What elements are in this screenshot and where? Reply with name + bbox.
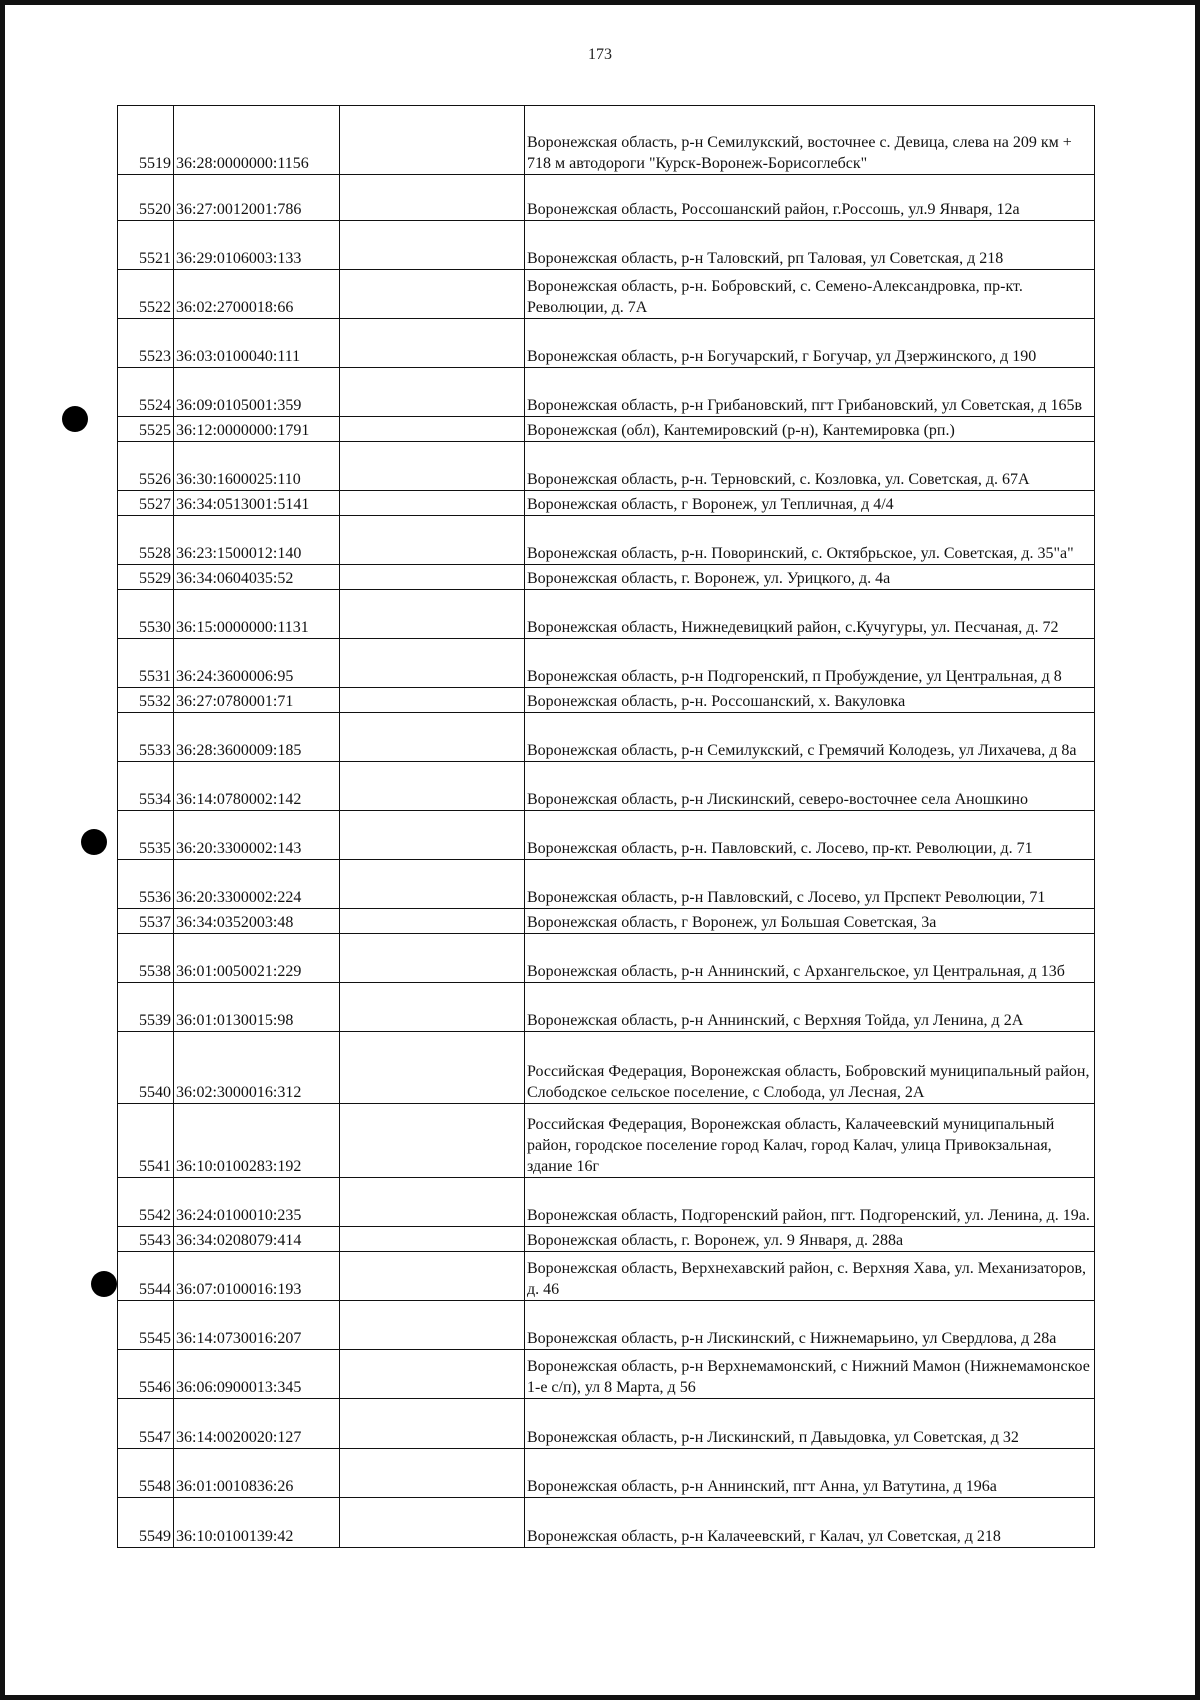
row-number-cell: 5546 — [118, 1350, 174, 1399]
table-row — [118, 319, 1095, 368]
registry-rows — [118, 106, 1095, 1548]
table-row — [118, 1350, 1095, 1399]
address-cell: Воронежская область, р-н Семилукский, восточнее с. Девица, слева на 209 км + 718 м автодороги "Курск-Воронеж-Борисоглебск" — [525, 106, 1095, 175]
row-number-cell: 5529 — [118, 565, 174, 590]
table-row — [118, 934, 1095, 983]
empty-cell — [340, 368, 525, 417]
row-number-cell: 5542 — [118, 1178, 174, 1227]
table-row — [118, 270, 1095, 319]
address-cell: Воронежская область, р-н Подгоренский, п Пробуждение, ул Центральная, д 8 — [525, 639, 1095, 688]
punch-hole — [91, 1271, 117, 1297]
empty-cell — [340, 688, 525, 713]
cadastral-number-cell: 36:34:0352003:48 — [174, 909, 340, 934]
address-cell: Российская Федерация, Воронежская область, Калачеевский муниципальный район, городское поселение город Калач, город Калач, улица Привокзальная, здание 16г — [525, 1104, 1095, 1178]
table-row — [118, 762, 1095, 811]
table-row — [118, 516, 1095, 565]
cadastral-number-cell: 36:15:0000000:1131 — [174, 590, 340, 639]
address-cell: Воронежская (обл), Кантемировский (р-н), Кантемировка (рп.) — [525, 417, 1095, 442]
row-number-cell: 5541 — [118, 1104, 174, 1178]
table-row — [118, 368, 1095, 417]
row-number-cell: 5520 — [118, 175, 174, 221]
address-cell: Воронежская область, р-н. Поворинский, с. Октябрьское, ул. Советская, д. 35"а" — [525, 516, 1095, 565]
cadastral-number-cell: 36:02:3000016:312 — [174, 1032, 340, 1104]
empty-cell — [340, 934, 525, 983]
table-row — [118, 688, 1095, 713]
empty-cell — [340, 1301, 525, 1350]
cadastral-number-cell: 36:20:3300002:224 — [174, 860, 340, 909]
table-row — [118, 1032, 1095, 1104]
empty-cell — [340, 491, 525, 516]
table-row — [118, 1449, 1095, 1498]
row-number-cell: 5523 — [118, 319, 174, 368]
cadastral-number-cell: 36:10:0100283:192 — [174, 1104, 340, 1178]
table-row — [118, 175, 1095, 221]
empty-cell — [340, 713, 525, 762]
empty-cell — [340, 860, 525, 909]
row-number-cell: 5549 — [118, 1498, 174, 1548]
row-number-cell: 5540 — [118, 1032, 174, 1104]
empty-cell — [340, 516, 525, 565]
empty-cell — [340, 319, 525, 368]
registry-table-wrapper — [117, 105, 1094, 1548]
address-cell: Воронежская область, г. Воронеж, ул. 9 Января, д. 288а — [525, 1227, 1095, 1252]
cadastral-number-cell: 36:24:0100010:235 — [174, 1178, 340, 1227]
cadastral-number-cell: 36:27:0012001:786 — [174, 175, 340, 221]
table-row — [118, 1178, 1095, 1227]
address-cell: Воронежская область, р-н Аннинский, пгт Анна, ул Ватутина, д 196а — [525, 1449, 1095, 1498]
row-number-cell: 5519 — [118, 106, 174, 175]
empty-cell — [340, 1449, 525, 1498]
empty-cell — [340, 1498, 525, 1548]
registry-table — [117, 105, 1095, 1548]
cadastral-number-cell: 36:20:3300002:143 — [174, 811, 340, 860]
empty-cell — [340, 1227, 525, 1252]
cadastral-number-cell: 36:34:0604035:52 — [174, 565, 340, 590]
cadastral-number-cell: 36:30:1600025:110 — [174, 442, 340, 491]
address-cell: Воронежская область, р-н Грибановский, пгт Грибановский, ул Советская, д 165в — [525, 368, 1095, 417]
cadastral-number-cell: 36:02:2700018:66 — [174, 270, 340, 319]
row-number-cell: 5547 — [118, 1399, 174, 1449]
row-number-cell: 5544 — [118, 1252, 174, 1301]
row-number-cell: 5548 — [118, 1449, 174, 1498]
cadastral-number-cell: 36:07:0100016:193 — [174, 1252, 340, 1301]
empty-cell — [340, 590, 525, 639]
table-row — [118, 1227, 1095, 1252]
cadastral-number-cell: 36:10:0100139:42 — [174, 1498, 340, 1548]
table-row — [118, 106, 1095, 175]
address-cell: Воронежская область, р-н Лискинский, п Давыдовка, ул Советская, д 32 — [525, 1399, 1095, 1449]
empty-cell — [340, 106, 525, 175]
page-number: 173 — [588, 46, 612, 63]
address-cell: Воронежская область, г. Воронеж, ул. Урицкого, д. 4а — [525, 565, 1095, 590]
row-number-cell: 5545 — [118, 1301, 174, 1350]
table-row — [118, 417, 1095, 442]
row-number-cell: 5524 — [118, 368, 174, 417]
row-number-cell: 5537 — [118, 909, 174, 934]
table-row — [118, 442, 1095, 491]
address-cell: Воронежская область, г Воронеж, ул Тепличная, д 4/4 — [525, 491, 1095, 516]
address-cell: Воронежская область, р-н Верхнемамонский, с Нижний Мамон (Нижнемамонское 1-е с/п), ул 8 Марта, д 56 — [525, 1350, 1095, 1399]
address-cell: Воронежская область, Нижнедевицкий район, с.Кучугуры, ул. Песчаная, д. 72 — [525, 590, 1095, 639]
row-number-cell: 5528 — [118, 516, 174, 565]
empty-cell — [340, 639, 525, 688]
punch-hole — [81, 829, 107, 855]
cadastral-number-cell: 36:09:0105001:359 — [174, 368, 340, 417]
cadastral-number-cell: 36:12:0000000:1791 — [174, 417, 340, 442]
cadastral-number-cell: 36:34:0513001:5141 — [174, 491, 340, 516]
empty-cell — [340, 175, 525, 221]
cadastral-number-cell: 36:01:0130015:98 — [174, 983, 340, 1032]
cadastral-number-cell: 36:03:0100040:111 — [174, 319, 340, 368]
address-cell: Воронежская область, р-н. Бобровский, с. Семено-Александровка, пр-кт. Революции, д. 7А — [525, 270, 1095, 319]
empty-cell — [340, 1252, 525, 1301]
row-number-cell: 5535 — [118, 811, 174, 860]
table-row — [118, 860, 1095, 909]
table-row — [118, 983, 1095, 1032]
table-row — [118, 590, 1095, 639]
cadastral-number-cell: 36:29:0106003:133 — [174, 221, 340, 270]
row-number-cell: 5522 — [118, 270, 174, 319]
address-cell: Воронежская область, р-н Богучарский, г Богучар, ул Дзержинского, д 190 — [525, 319, 1095, 368]
table-row — [118, 1252, 1095, 1301]
row-number-cell: 5536 — [118, 860, 174, 909]
cadastral-number-cell: 36:06:0900013:345 — [174, 1350, 340, 1399]
empty-cell — [340, 270, 525, 319]
cadastral-number-cell: 36:27:0780001:71 — [174, 688, 340, 713]
address-cell: Воронежская область, р-н Таловский, рп Таловая, ул Советская, д 218 — [525, 221, 1095, 270]
row-number-cell: 5530 — [118, 590, 174, 639]
address-cell: Воронежская область, Верхнехавский район, с. Верхняя Хава, ул. Механизаторов, д. 46 — [525, 1252, 1095, 1301]
table-row — [118, 639, 1095, 688]
empty-cell — [340, 1350, 525, 1399]
address-cell: Воронежская область, р-н. Павловский, с. Лосево, пр-кт. Революции, д. 71 — [525, 811, 1095, 860]
empty-cell — [340, 442, 525, 491]
cadastral-number-cell: 36:14:0020020:127 — [174, 1399, 340, 1449]
table-row — [118, 1498, 1095, 1548]
row-number-cell: 5521 — [118, 221, 174, 270]
empty-cell — [340, 983, 525, 1032]
table-row — [118, 1399, 1095, 1449]
row-number-cell: 5538 — [118, 934, 174, 983]
address-cell: Воронежская область, р-н Павловский, с Лосево, ул Прспект Революции, 71 — [525, 860, 1095, 909]
table-row — [118, 811, 1095, 860]
row-number-cell: 5526 — [118, 442, 174, 491]
empty-cell — [340, 1032, 525, 1104]
address-cell: Воронежская область, р-н Лискинский, с Нижнемарьино, ул Свердлова, д 28а — [525, 1301, 1095, 1350]
table-row — [118, 1301, 1095, 1350]
empty-cell — [340, 811, 525, 860]
table-row — [118, 221, 1095, 270]
empty-cell — [340, 417, 525, 442]
row-number-cell: 5534 — [118, 762, 174, 811]
punch-hole — [62, 406, 88, 432]
cadastral-number-cell: 36:28:3600009:185 — [174, 713, 340, 762]
empty-cell — [340, 221, 525, 270]
row-number-cell: 5531 — [118, 639, 174, 688]
address-cell: Воронежская область, Подгоренский район, пгт. Подгоренский, ул. Ленина, д. 19а. — [525, 1178, 1095, 1227]
address-cell: Воронежская область, р-н Семилукский, с Гремячий Колодезь, ул Лихачева, д 8а — [525, 713, 1095, 762]
address-cell: Воронежская область, Россошанский район, г.Россошь, ул.9 Января, 12а — [525, 175, 1095, 221]
empty-cell — [340, 1178, 525, 1227]
cadastral-number-cell: 36:14:0780002:142 — [174, 762, 340, 811]
row-number-cell: 5543 — [118, 1227, 174, 1252]
cadastral-number-cell: 36:01:0010836:26 — [174, 1449, 340, 1498]
table-row — [118, 565, 1095, 590]
cadastral-number-cell: 36:01:0050021:229 — [174, 934, 340, 983]
address-cell: Воронежская область, р-н Аннинский, с Верхняя Тойда, ул Ленина, д 2А — [525, 983, 1095, 1032]
table-row — [118, 1104, 1095, 1178]
cadastral-number-cell: 36:34:0208079:414 — [174, 1227, 340, 1252]
address-cell: Воронежская область, р-н Лискинский, северо-восточнее села Аношкино — [525, 762, 1095, 811]
empty-cell — [340, 565, 525, 590]
cadastral-number-cell: 36:28:0000000:1156 — [174, 106, 340, 175]
table-row — [118, 909, 1095, 934]
address-cell: Воронежская область, р-н Аннинский, с Архангельское, ул Центральная, д 13б — [525, 934, 1095, 983]
row-number-cell: 5533 — [118, 713, 174, 762]
cadastral-number-cell: 36:23:1500012:140 — [174, 516, 340, 565]
address-cell: Российская Федерация, Воронежская область, Бобровский муниципальный район, Слободское сельское поселение, с Слобода, ул Лесная, 2А — [525, 1032, 1095, 1104]
cadastral-number-cell: 36:24:3600006:95 — [174, 639, 340, 688]
cadastral-number-cell: 36:14:0730016:207 — [174, 1301, 340, 1350]
empty-cell — [340, 762, 525, 811]
table-row — [118, 491, 1095, 516]
row-number-cell: 5525 — [118, 417, 174, 442]
row-number-cell: 5527 — [118, 491, 174, 516]
address-cell: Воронежская область, р-н. Россошанский, х. Вакуловка — [525, 688, 1095, 713]
address-cell: Воронежская область, р-н. Терновский, с. Козловка, ул. Советская, д. 67А — [525, 442, 1095, 491]
address-cell: Воронежская область, р-н Калачеевский, г Калач, ул Советская, д 218 — [525, 1498, 1095, 1548]
empty-cell — [340, 909, 525, 934]
table-row — [118, 713, 1095, 762]
empty-cell — [340, 1399, 525, 1449]
address-cell: Воронежская область, г Воронеж, ул Большая Советская, 3а — [525, 909, 1095, 934]
empty-cell — [340, 1104, 525, 1178]
row-number-cell: 5532 — [118, 688, 174, 713]
row-number-cell: 5539 — [118, 983, 174, 1032]
